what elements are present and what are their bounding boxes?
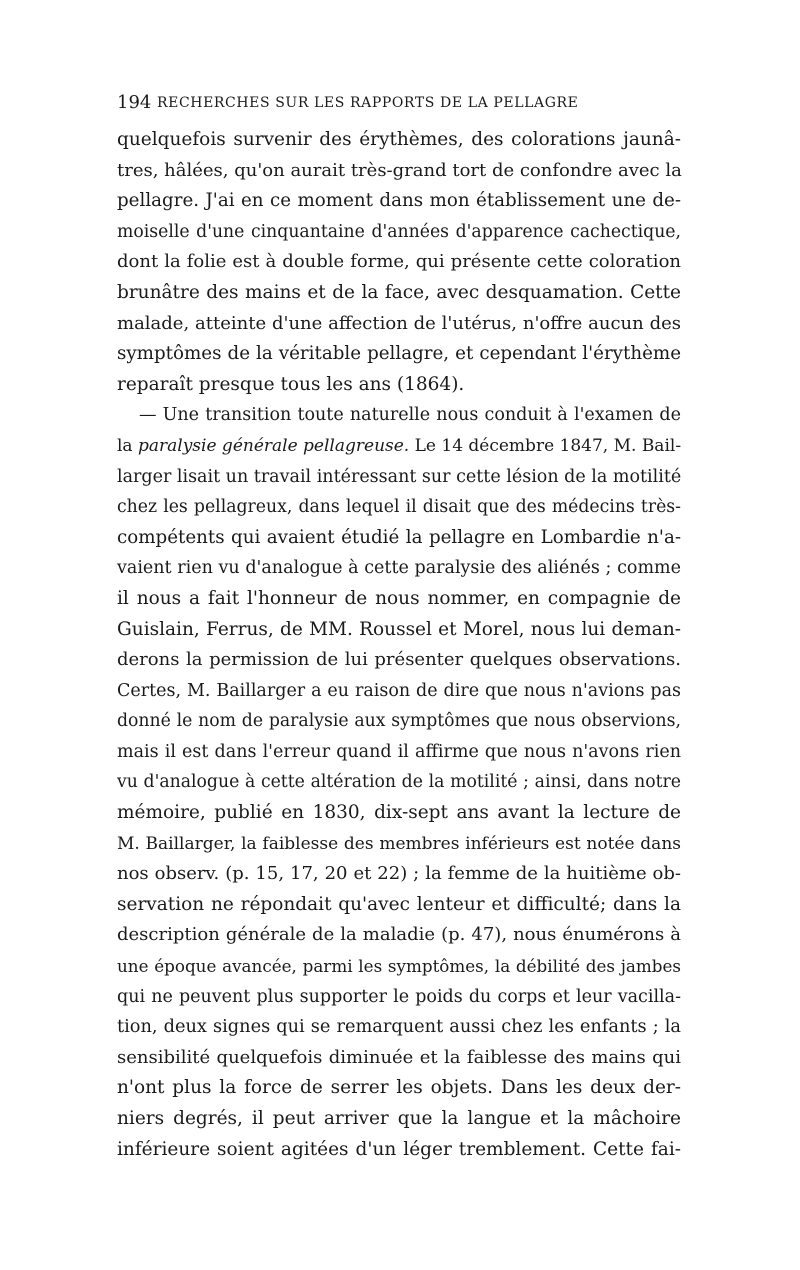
text-line: servation ne répondait qu'avec lenteur et difficulté; dans la — [117, 893, 681, 915]
text-line: inférieure soient agitées d'un léger tremblement. Cette fai- — [117, 1138, 681, 1160]
text-line: symptômes de la véritable pellagre, et cependant l'érythème — [117, 343, 681, 365]
text-line: compétents qui avaient étudié la pellagre en Lombardie n'a- — [117, 526, 681, 548]
page-header — [117, 92, 677, 116]
text-line: mais il est dans l'erreur quand il affirme que nous n'avons rien — [117, 741, 681, 762]
text-line: description générale de la maladie (p. 47), nous énumérons à — [117, 924, 681, 946]
text-line: derons la permission de lui présenter quelques observations. — [117, 649, 681, 671]
text-segment: la — [117, 435, 138, 456]
text-line: vu d'analogue à cette altération de la motilité ; ainsi, dans notre — [117, 772, 681, 793]
text-line: larger lisait un travail intéressant sur cette lésion de la motilité — [117, 466, 682, 487]
text-line: moiselle d'une cinquantaine d'années d'apparence cachectique, — [117, 221, 681, 242]
text-line: chez les pellagreux, dans lequel il disait que des médecins très- — [117, 497, 681, 518]
text-line: malade, atteinte d'une affection de l'utérus, n'offre aucun des — [117, 312, 681, 334]
text-line: vaient rien vu d'analogue à cette paralysie des aliénés ; comme — [117, 558, 681, 579]
text-line: tres, hâlées, qu'on aurait très-grand tort de confondre avec la — [117, 159, 682, 181]
text-line: Guislain, Ferrus, de MM. Roussel et Morel, nous lui deman- — [117, 618, 681, 640]
text-line: tion, deux signes qui se remarquent aussi chez les enfants ; la — [117, 1017, 681, 1038]
text-line: niers degrés, il peut arriver que la langue et la mâchoire — [117, 1108, 681, 1129]
text-segment: Le 14 décembre 1847, M. Bail- — [409, 435, 682, 456]
text-line: brunâtre des mains et de la face, avec desquamation. Cette — [117, 281, 681, 303]
text-line: une époque avancée, parmi les symptômes, la débilité des jambes — [117, 956, 681, 977]
text-line: quelquefois survenir des érythèmes, des colorations jaunâ- — [117, 129, 681, 150]
body-text — [117, 125, 681, 1165]
text-line: sensibilité quelquefois diminuée et la faiblesse des mains qui — [117, 1046, 681, 1068]
text-line: n'ont plus la force de serrer les objets. Dans les deux der- — [117, 1077, 681, 1099]
text-line: qui ne peuvent plus supporter le poids du corps et leur vacilla- — [117, 986, 681, 1007]
running-title: RECHERCHES SUR LES RAPPORTS DE LA PELLAGRE — [157, 95, 579, 111]
italic-term: paralysie générale pellagreuse. — [137, 435, 410, 456]
text-line: donné le nom de paralysie aux symptômes que nous observions, — [117, 711, 681, 732]
text-line: M. Baillarger, la faiblesse des membres inférieurs est notée dans — [117, 833, 681, 854]
text-line: mémoire, publié en 1830, dix-sept ans avant la lecture de — [117, 802, 681, 824]
paragraph-start-line: — Une transition toute naturelle nous conduit à l'examen de — [139, 405, 681, 426]
paragraph-end-line: reparaît presque tous les ans (1864). — [117, 373, 465, 395]
text-line: il nous a fait l'honneur de nous nommer, en compagnie de — [117, 587, 681, 609]
text-line-with-italic — [117, 431, 681, 462]
text-line: nos observ. (p. 15, 17, 20 et 22) ; la femme de la huitième ob- — [117, 863, 681, 885]
text-line: pellagre. J'ai en ce moment dans mon établissement une de- — [117, 190, 681, 212]
text-line: Certes, M. Baillarger a eu raison de dire que nous n'avions pas — [117, 680, 681, 701]
page-number: 194 — [117, 92, 152, 113]
text-line: dont la folie est à double forme, qui présente cette coloration — [117, 251, 681, 273]
